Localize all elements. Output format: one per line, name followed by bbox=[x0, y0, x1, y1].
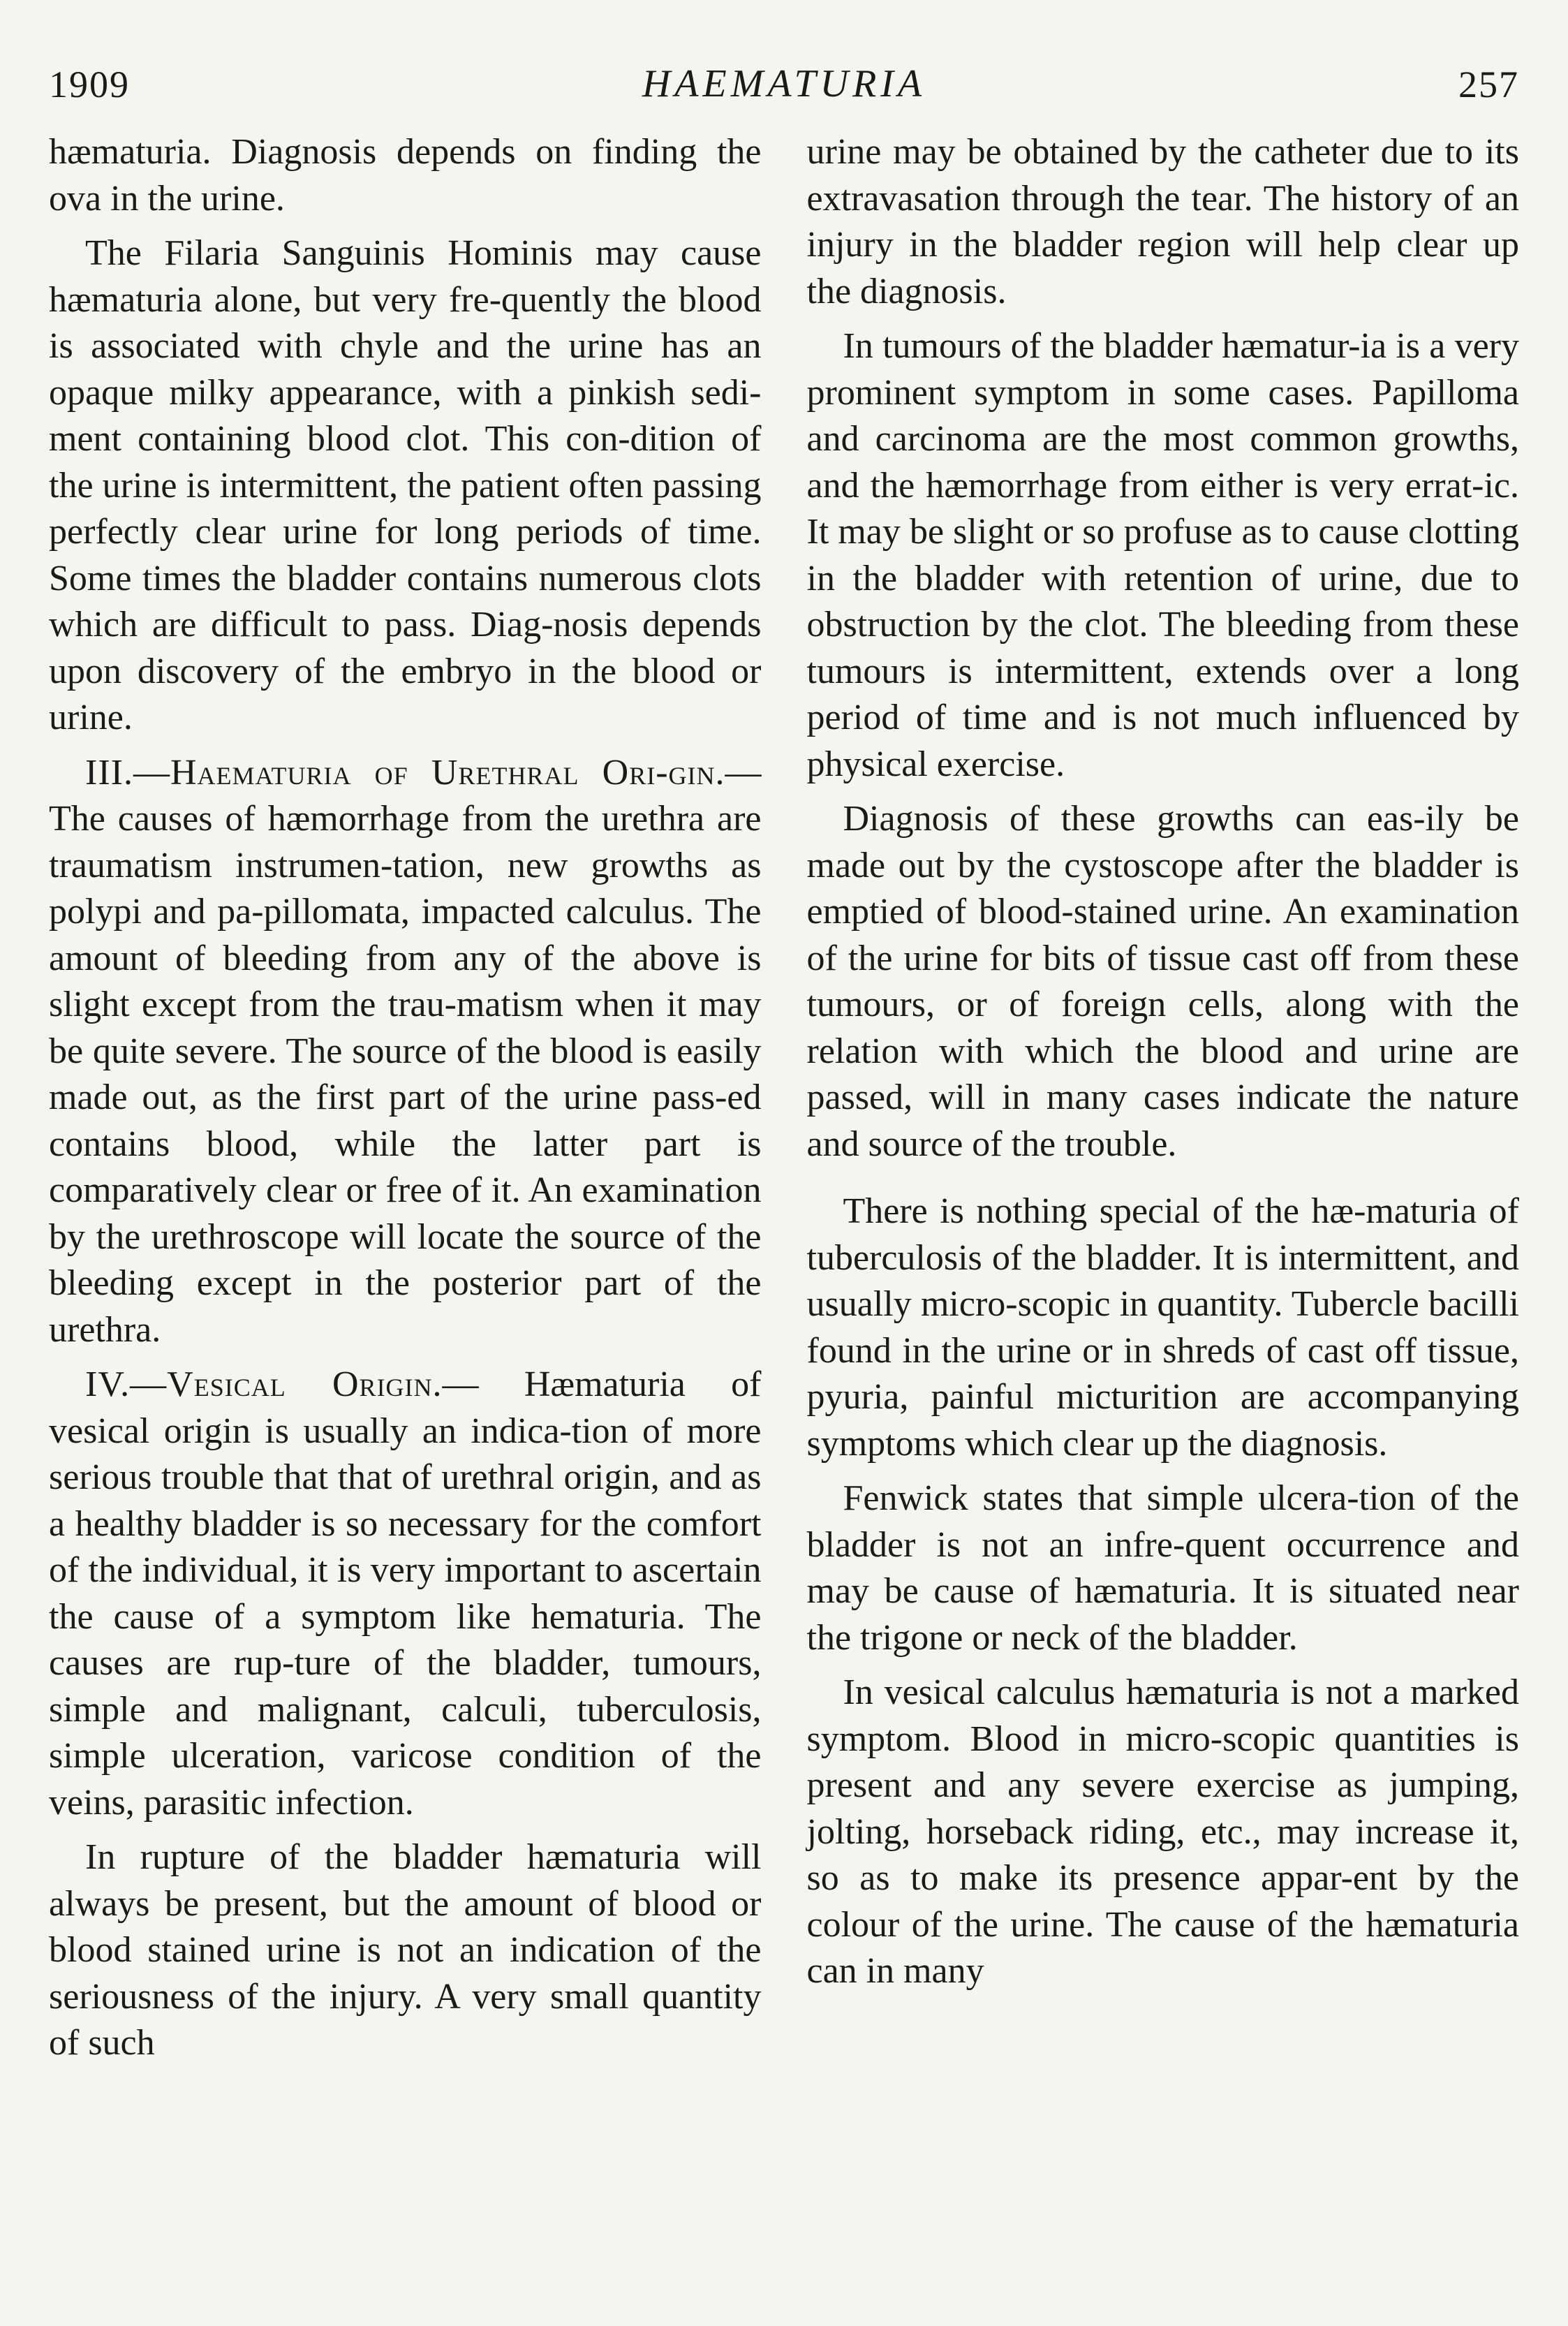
two-column-body bbox=[49, 129, 1519, 2284]
header-title: HAEMATURIA bbox=[642, 62, 926, 105]
page-number: 257 bbox=[1458, 64, 1519, 105]
paragraph: In rupture of the bladder hæmaturia will always be present, but the amount of blood or blood stained urine is not an indication of the seriousness of the injury. A very small quantity of such bbox=[49, 1837, 762, 2063]
paragraph: There is nothing special of the hæ-maturia of tuberculosis of the bladder. It is intermittent, and usually micro-scopic in quantity. Tubercle bacilli found in the urine or in shreds of cast off tissue, pyuria, painful micturition are accompanying symptoms which clear up the diagnosis. bbox=[806, 1191, 1519, 1464]
section-heading-vesical-origin: IV.—Vesical Origin. bbox=[85, 1364, 443, 1404]
paragraph: urine may be obtained by the catheter due to its extravasation through the tear. The history of an injury in the bladder region will help clear up the diagnosis. bbox=[806, 132, 1519, 311]
paragraph: The Filaria Sanguinis Hominis may cause hæmaturia alone, but very fre-quently the blood is associated with chyle and the urine has an opaque milky appearance, with a pinkish sedi-ment containing blood clot. This con-dition of the urine is intermittent, the patient often passing perfectly clear urine for long periods of time. Some times the bladder contains numerous clots which are difficult to pass. Diag-nosis depends upon discovery of the embryo in the blood or urine. bbox=[49, 233, 762, 737]
paragraph: In vesical calculus hæmaturia is not a marked symptom. Blood in micro-scopic quantities is present and any severe exercise as jumping, jolting, horseback riding, etc., may increase it, so as to make its presence appar-ent by the colour of the urine. The cause of the hæmaturia can in many bbox=[806, 1672, 1519, 1991]
paragraph: Fenwick states that simple ulcera-tion of the bladder is not an infre-quent occurrence and may be cause of hæmaturia. It is situated near the trigone or neck of the bladder. bbox=[806, 1478, 1519, 1658]
paragraph: In tumours of the bladder hæmatur-ia is a very prominent symptom in some cases. Papilloma and carcinoma are the most common growths, and the hæmorrhage from either is very errat-ic. It may be slight or so profuse as to cause clotting in the bladder with retention of urine, due to obstruction by the clot. The bleeding from these tumours is intermittent, extends over a long period of time and is not much influenced by physical exercise. bbox=[806, 326, 1519, 784]
section-body-vesical-origin: — Hæmaturia of vesical origin is usually an indica-tion of more serious trouble that that of urethral origin, and as a healthy bladder is so necessary for the comfort of the individual, it is very important to ascertain the cause of a symptom like hematuria. The causes are rup-ture of the bladder, tumours, simple and malignant, calculi, tuberculosis, simple ulceration, varicose condition of the veins, parasitic infection. bbox=[49, 1364, 762, 1823]
running-header bbox=[49, 49, 1519, 126]
left-column bbox=[49, 129, 762, 2284]
right-column bbox=[807, 129, 1520, 2284]
paragraph: hæmaturia. Diagnosis depends on finding the ova in the urine. bbox=[49, 132, 762, 219]
section-body-urethral-origin: —The causes of hæmorrhage from the urethra are traumatism instrumen-tation, new growths as polypi and pa-pillomata, impacted calculus. The amount of bleeding from any of the above is slight except from the trau-matism when it may be quite severe. The source of the blood is easily made out, as the first part of the urine pass-ed contains blood, while the latter part is comparatively clear or free of it. An examination by the urethroscope will locate the source of the bleeding except in the posterior part of the urethra. bbox=[49, 752, 762, 1350]
section-paragraph-urethral bbox=[49, 750, 762, 1354]
section-heading-urethral-origin: III.—Haematuria of Urethral Ori-gin. bbox=[85, 752, 725, 793]
section-paragraph-vesical bbox=[49, 1362, 762, 1826]
header-year: 1909 bbox=[49, 64, 130, 105]
paragraph: Diagnosis of these growths can eas-ily be made out by the cystoscope after the bladder is emptied of blood-stained urine. An examination of the urine for bits of tissue cast off from these tumours, or of foreign cells, along with the relation with which the blood and urine are passed, will in many cases indicate the nature and source of the trouble. bbox=[806, 799, 1519, 1164]
